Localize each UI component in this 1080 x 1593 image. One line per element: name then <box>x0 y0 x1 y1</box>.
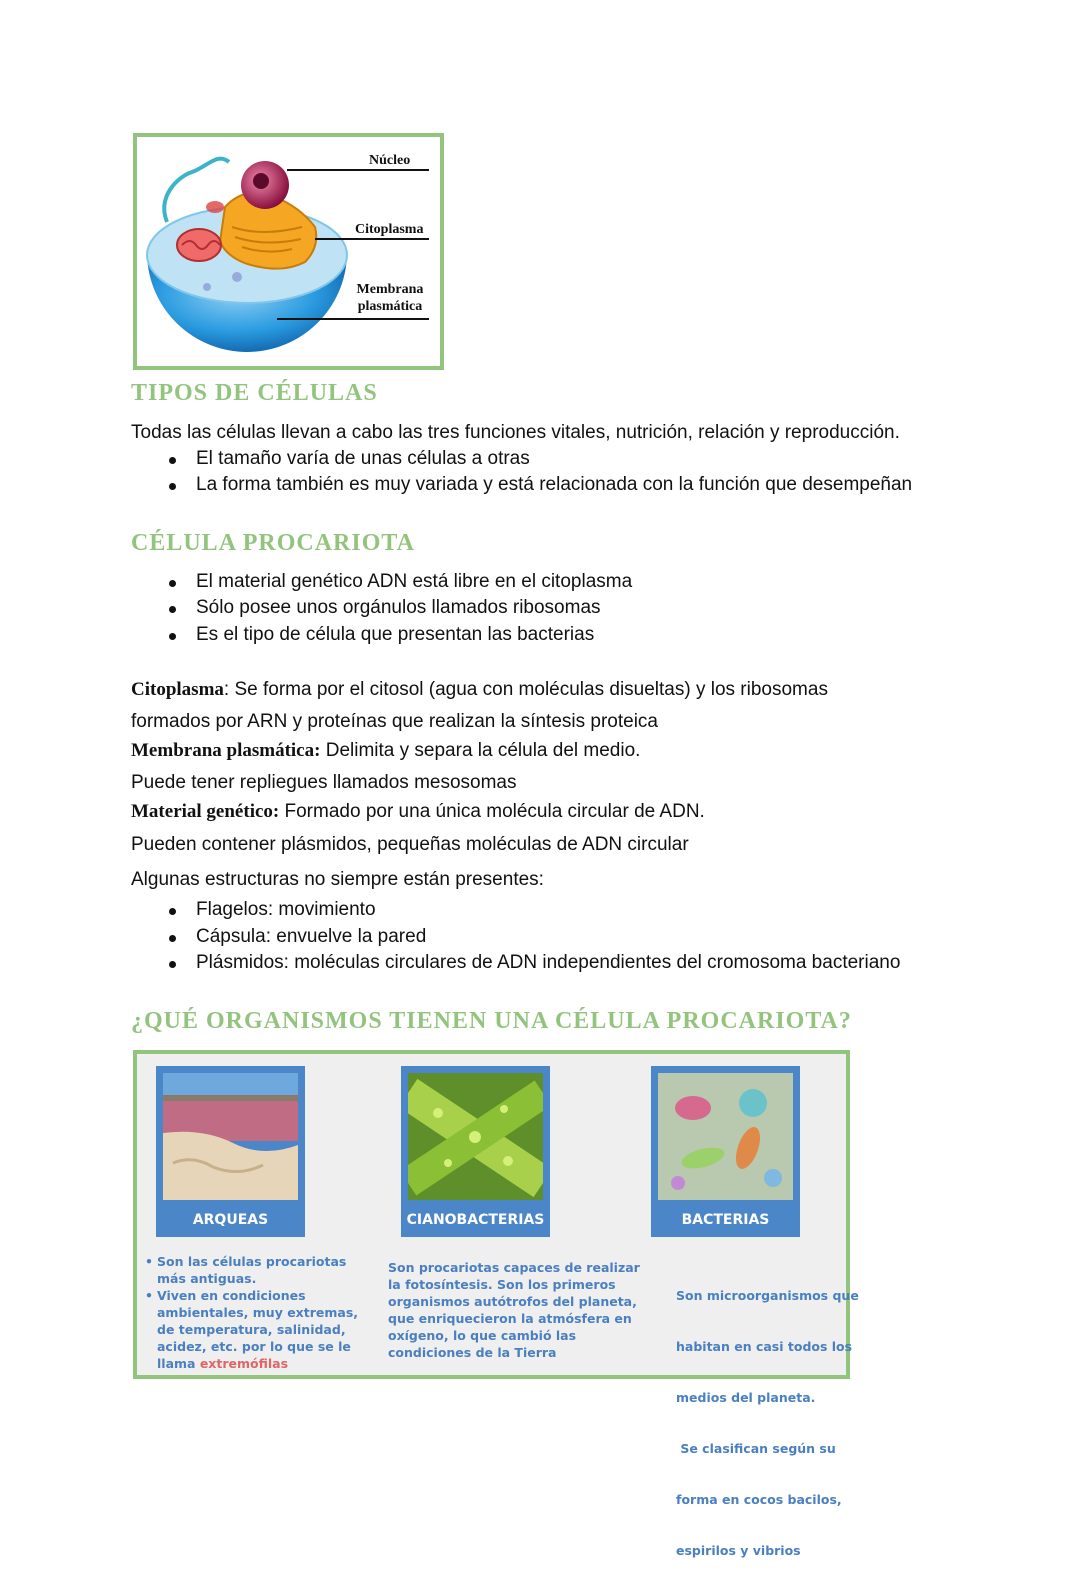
card-bacteria <box>651 1066 800 1237</box>
cyano-line: que enriquecieron la atmósfera en <box>388 1311 632 1326</box>
list-item: Sólo posee unos orgánulos llamados ribosomas <box>196 597 601 618</box>
list-item: Plásmidos: moléculas circulares de ADN independientes del cromosoma bacteriano <box>196 952 901 973</box>
list-item: Cápsula: envuelve la pared <box>196 926 427 947</box>
heading-cell-types: TIPOS DE CÉLULAS <box>131 380 378 406</box>
genetic-text: Formado por una única molécula circular de ADN. <box>279 801 705 822</box>
label-membrane-line1: Membrana <box>356 282 424 297</box>
list-item: El material genético ADN está libre en el citoplasma <box>196 571 633 592</box>
genetic-term: Material genético: <box>131 801 280 822</box>
archaea-description <box>145 1253 358 1372</box>
bacteria-line: habitan en casi todos los <box>676 1339 853 1354</box>
membrane-text-line2: Puede tener repliegues llamados mesosomas <box>131 772 517 793</box>
cyanobacteria-photo <box>408 1073 543 1200</box>
card-cyanobacteria <box>401 1066 550 1237</box>
archaea-b2-line5: llama <box>157 1356 200 1371</box>
list-item: La forma también es muy variada y está relacionada con la función que desempeñan <box>196 474 913 495</box>
archaea-b2-line4: acidez, etc. por lo que se le <box>157 1339 351 1354</box>
membrane-definition <box>131 740 640 762</box>
bacteria-description <box>676 1253 859 1593</box>
cell-illustration <box>137 137 440 366</box>
bacteria-line: Se clasifican según su <box>676 1441 836 1456</box>
bacteria-photo <box>658 1073 793 1200</box>
cyano-line: oxígeno, lo que cambió las <box>388 1328 577 1343</box>
cyano-line: la fotosíntesis. Son los primeros <box>388 1277 616 1292</box>
label-membrane-line2: plasmática <box>357 299 423 314</box>
cell-types-intro: Todas las células llevan a cabo las tres funciones vitales, nutrición, relación y reproducción. <box>131 422 900 443</box>
card-caption-cyanobacteria: CIANOBACTERIAS <box>406 1212 545 1228</box>
archaea-b2-line3: de temperatura, salinidad, <box>157 1322 346 1337</box>
genetic-definition <box>131 801 705 823</box>
cyano-line: condiciones de la Tierra <box>388 1345 557 1360</box>
cytoplasm-definition <box>131 679 828 701</box>
archaea-photo <box>163 1073 298 1200</box>
bacteria-line: forma en cocos bacilos, <box>676 1492 842 1507</box>
cyano-line: Son procariotas capaces de realizar <box>388 1260 640 1275</box>
label-nucleus: Núcleo <box>369 153 411 168</box>
list-item: El tamaño varía de unas células a otras <box>196 448 530 469</box>
organisms-infographic <box>133 1050 859 1558</box>
membrane-text: Delimita y separa la célula del medio. <box>320 740 641 761</box>
structures-intro: Algunas estructuras no siempre están presentes: <box>131 869 544 890</box>
heading-organisms: ¿QUÉ ORGANISMOS TIENEN UNA CÉLULA PROCARIOTA? <box>131 1008 852 1034</box>
cyano-line: organismos autótrofos del planeta, <box>388 1294 637 1309</box>
list-item: Es el tipo de célula que presentan las bacterias <box>196 624 595 645</box>
cytoplasm-text: : Se forma por el citosol (agua con moléculas disueltas) y los ribosomas <box>223 679 828 700</box>
archaea-b2-line1: Viven en condiciones <box>157 1288 306 1303</box>
list-item: Flagelos: movimiento <box>196 899 376 920</box>
card-caption-bacteria: BACTERIAS <box>681 1212 770 1228</box>
heading-prokaryote: CÉLULA PROCARIOTA <box>131 530 415 556</box>
cytoplasm-term: Citoplasma <box>131 679 224 700</box>
bacteria-line: espirilos y vibrios <box>676 1543 801 1558</box>
membrane-term: Membrana plasmática: <box>131 740 321 761</box>
extremophiles-highlight: extremófilas <box>199 1356 289 1371</box>
genetic-text-line2: Pueden contener plásmidos, pequeñas moléculas de ADN circular <box>131 834 689 855</box>
archaea-b1-line2: más antiguas. <box>157 1271 257 1286</box>
cell-diagram-figure <box>133 133 444 370</box>
bacteria-line: Son microorganismos que <box>676 1288 859 1303</box>
label-cytoplasm: Citoplasma <box>355 222 424 237</box>
mitochondria-shape <box>177 229 221 261</box>
cyanobacteria-description <box>388 1259 640 1361</box>
cytoplasm-text-line2: formados por ARN y proteínas que realizan la síntesis proteica <box>131 711 658 732</box>
bacteria-line: medios del planeta. <box>676 1390 816 1405</box>
label-membrane <box>353 281 427 315</box>
card-archaea <box>156 1066 305 1237</box>
card-caption-archaea: ARQUEAS <box>192 1212 269 1228</box>
list-item <box>145 1253 358 1287</box>
archaea-b2-line2: ambientales, muy extremas, <box>157 1305 359 1320</box>
archaea-b1-line1: Son las células procariotas <box>157 1254 347 1269</box>
list-item <box>145 1287 358 1372</box>
